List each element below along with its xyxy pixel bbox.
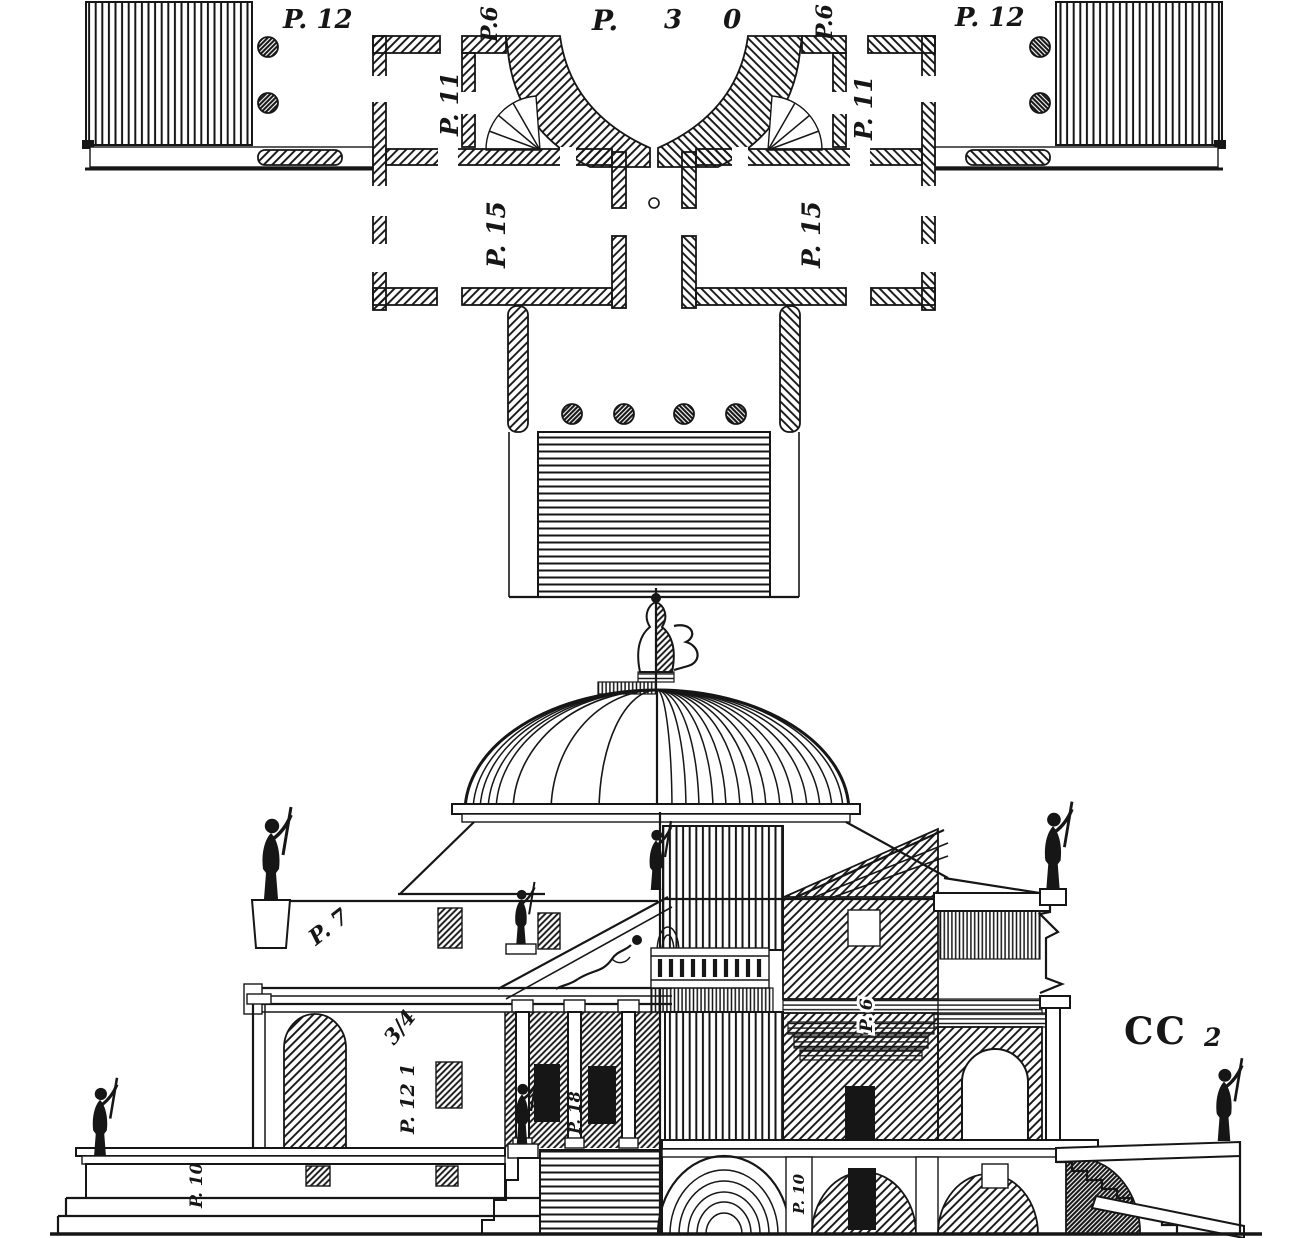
- hall-wall: [665, 1012, 783, 1148]
- capital: [1040, 996, 1070, 1008]
- dark-doorway: [588, 1066, 616, 1124]
- dim-label-p6-right: P.6: [812, 4, 838, 40]
- dark-doorway: [848, 1168, 876, 1230]
- column-shaft: [622, 1012, 635, 1140]
- dim-label-three-quarters: 3/4: [378, 1004, 421, 1050]
- dark-doorway: [845, 1086, 875, 1148]
- dim-label-p15-right: P. 15: [797, 201, 826, 268]
- front-steps-plan: [538, 432, 770, 597]
- plate-mark-cc: CC: [1124, 1009, 1187, 1053]
- entablature-section: [940, 911, 1040, 959]
- balustrade: [651, 948, 769, 988]
- dim-label-p12-left: P. 12: [283, 5, 353, 35]
- wall-opening: [982, 1164, 1008, 1188]
- statue-pedestal: [506, 944, 536, 954]
- column-shaft: [1046, 1008, 1060, 1148]
- vault-pier: [916, 1157, 938, 1234]
- basement-window: [436, 1166, 458, 1186]
- dim-label-p15-left: P. 15: [482, 201, 511, 268]
- capital: [512, 1000, 533, 1012]
- window: [436, 1062, 462, 1108]
- ornament-frieze: [651, 988, 773, 1012]
- dome-cornice: [452, 804, 860, 814]
- attic-window: [438, 908, 462, 948]
- dim-label-p7: P. 7: [303, 903, 354, 951]
- arched-niche: [284, 1014, 346, 1148]
- attic-window: [538, 913, 560, 949]
- capital: [618, 1000, 639, 1012]
- wall-opening: [848, 910, 880, 946]
- basement-window: [306, 1166, 330, 1186]
- dim-label-p6-left: P.6: [477, 6, 503, 42]
- dim-label-p12-1: P. 12 1: [397, 1063, 419, 1134]
- statue-pedestal: [252, 900, 290, 948]
- plate-mark-number: 2: [1204, 1023, 1222, 1052]
- dim-label-p6-section: P. 6: [857, 998, 877, 1032]
- dim-label-p10-right: P. 10: [790, 1173, 808, 1214]
- statue-pedestal: [508, 1144, 538, 1158]
- dim-label-p30: P.: [592, 4, 619, 37]
- dim-label-p11-right: P. 11: [849, 75, 878, 140]
- arched-opening: [962, 1049, 1028, 1148]
- corner-capital: [247, 994, 271, 1004]
- statue-pedestal: [1040, 889, 1066, 905]
- capital: [564, 1000, 585, 1012]
- hall-wall: [663, 826, 783, 950]
- dim-label-p30-value: 3 0: [664, 5, 758, 35]
- dim-label-p18: P. 18: [565, 1091, 584, 1134]
- dark-doorway: [534, 1064, 560, 1122]
- front-steps: [540, 1150, 662, 1234]
- dim-label-p11-left: P. 11: [435, 71, 464, 136]
- dim-label-p10-left: P. 10: [187, 1162, 207, 1208]
- dim-label-p12-right: P. 12: [955, 3, 1025, 33]
